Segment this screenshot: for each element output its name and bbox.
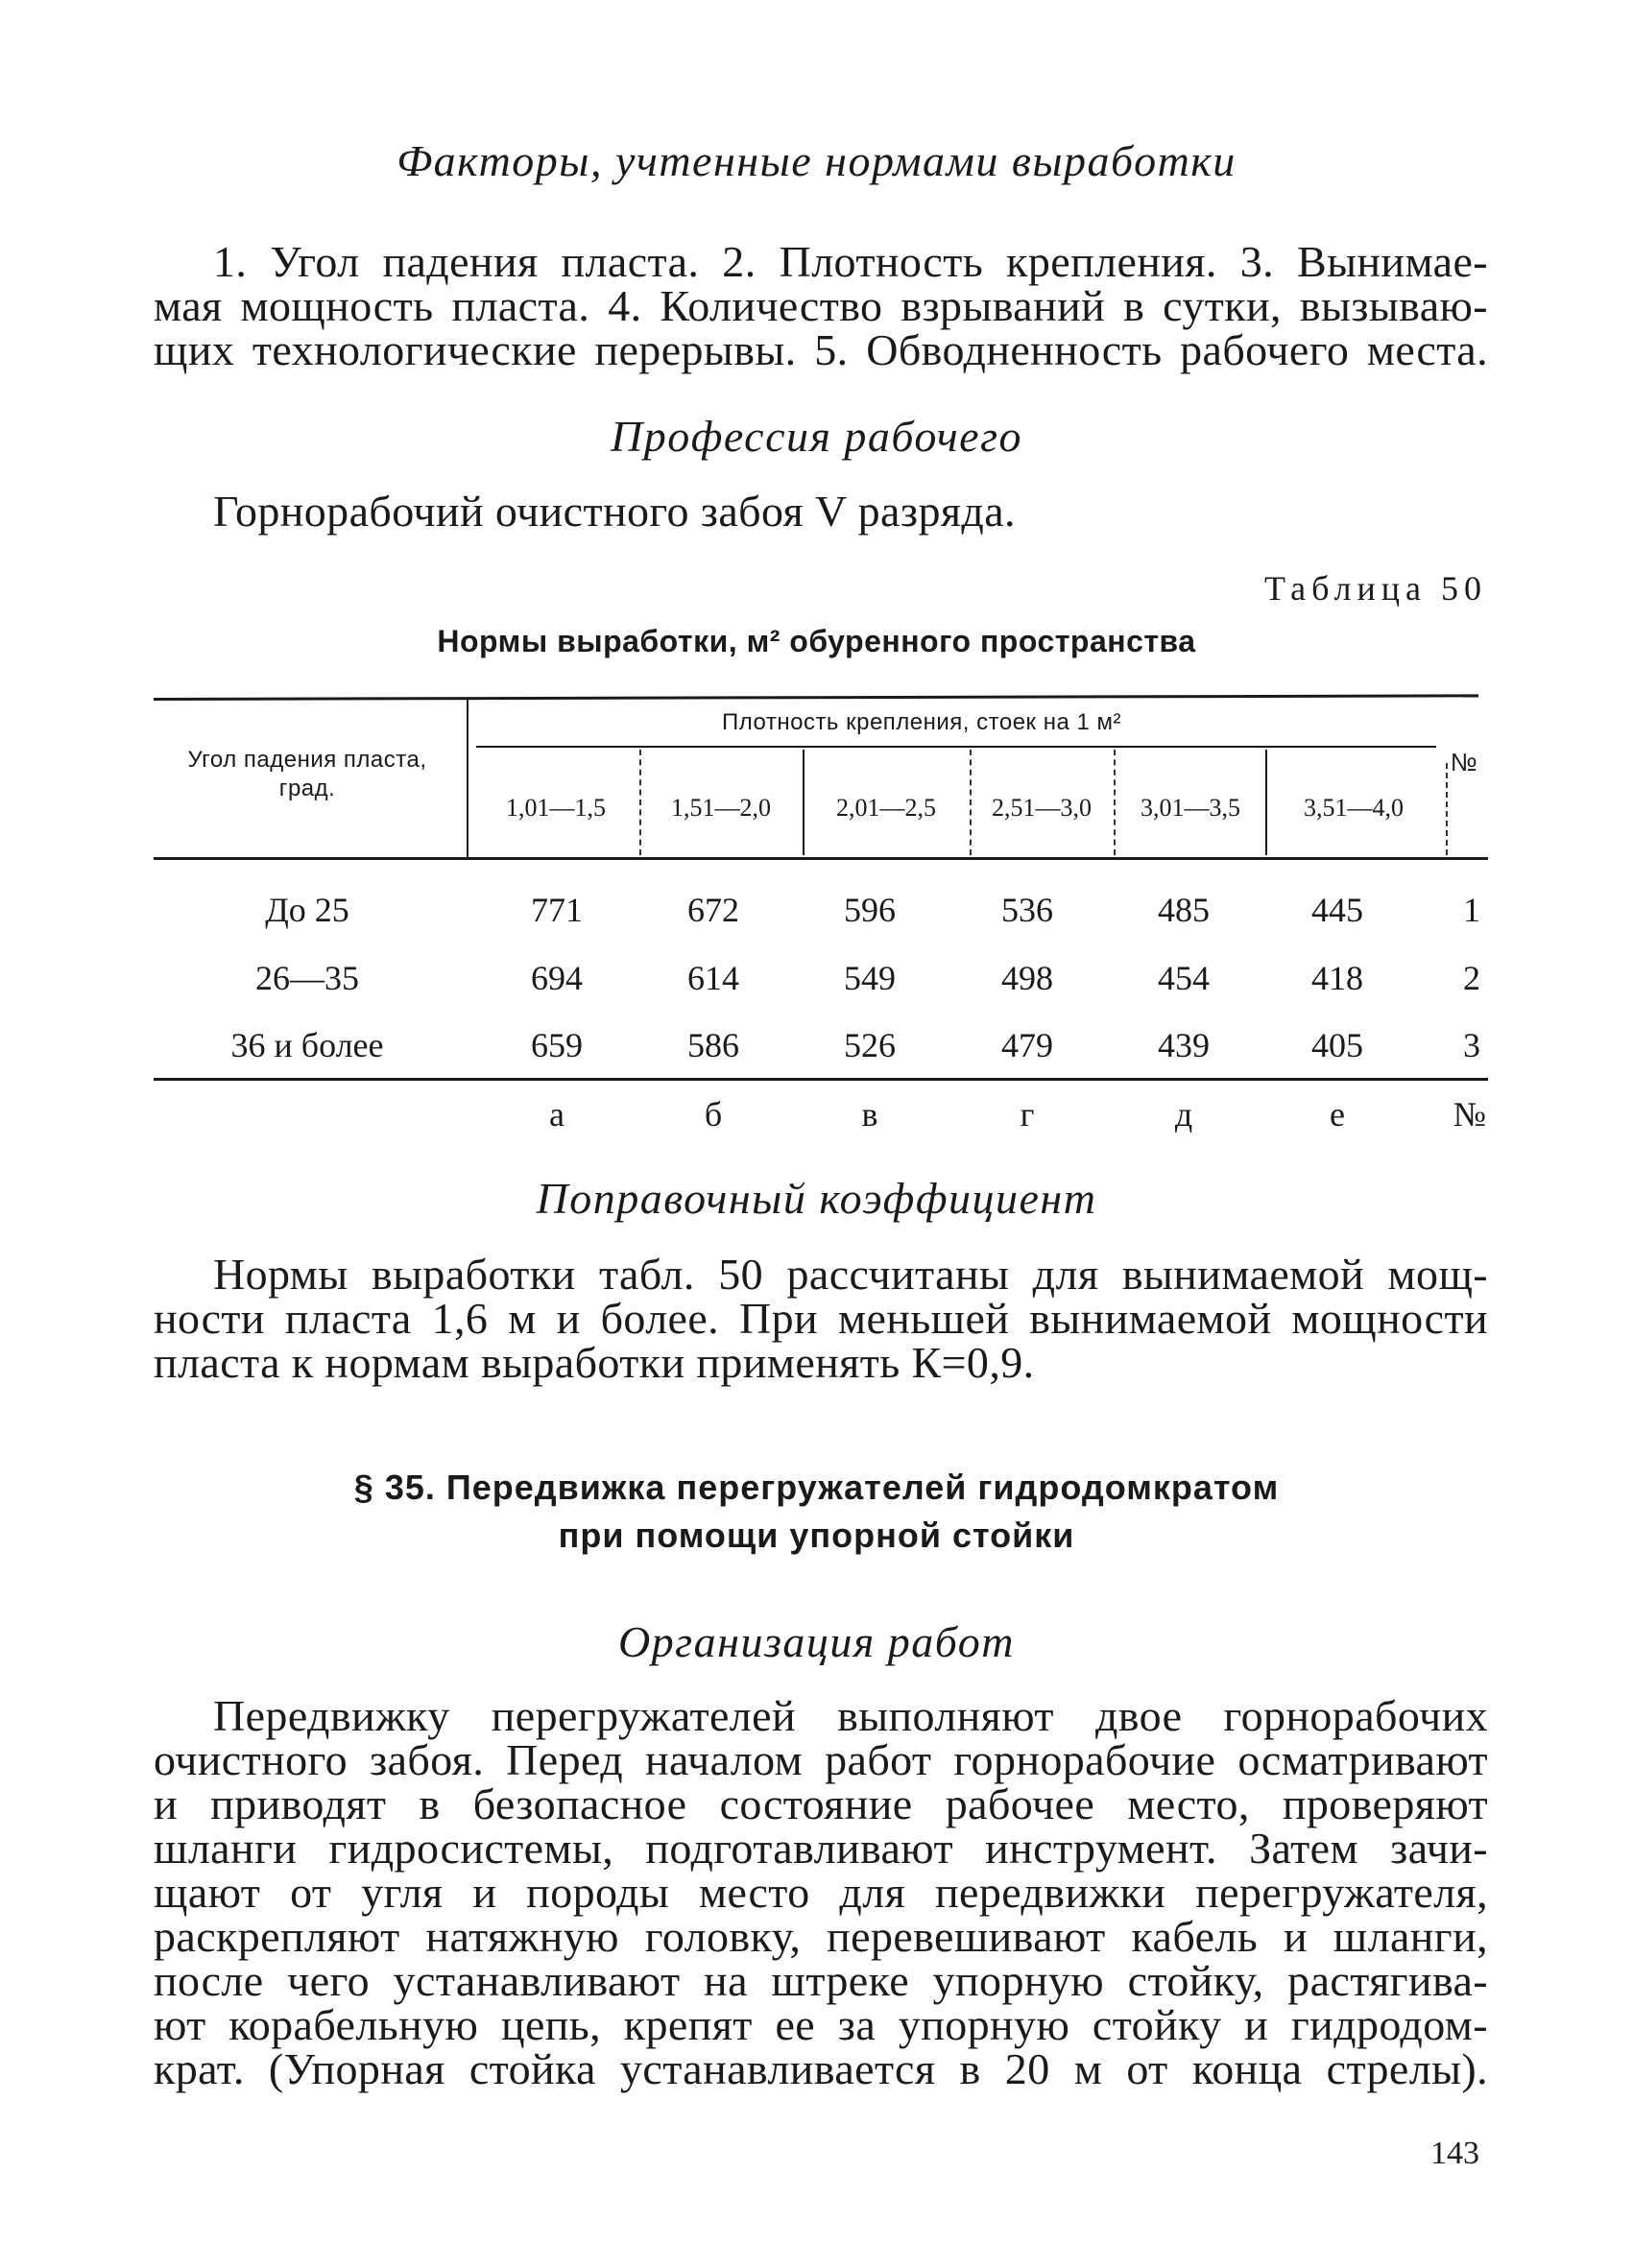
row-1-label: До 25	[265, 891, 349, 929]
group-header: Плотность крепления, стоек на 1 м²	[722, 709, 1121, 735]
row-1-col-a: 771	[531, 891, 583, 929]
row-3-col-d: 479	[1001, 1026, 1053, 1064]
number-header: №	[1450, 748, 1478, 776]
section-title-line-1: § 35. Передвижка перегружателей гидродомкратом	[353, 1468, 1280, 1507]
column-header-6: 3,51—4,0	[1304, 794, 1404, 822]
column-separator-2	[803, 750, 804, 855]
column-header-4: 2,51—3,0	[992, 794, 1092, 822]
table-top-rule	[154, 694, 1478, 701]
row-3-number: 3	[1463, 1026, 1480, 1064]
row-1-col-f: 445	[1311, 891, 1363, 929]
organization-line-1: Передвижку перегружателей выполняют двое горнорабочих	[213, 1691, 1488, 1740]
row-2-col-d: 498	[1001, 959, 1053, 997]
row-2-col-f: 418	[1311, 959, 1363, 997]
table-header-rule	[154, 857, 1488, 860]
organization-line-7: после чего устанавливают на штреке упорную стойку, растягива-	[154, 1956, 1488, 2005]
section-title-line-2: при помощи упорной стойки	[558, 1516, 1075, 1555]
organization-line-2: очистного забоя. Перед началом работ горнорабочие осматривают	[154, 1735, 1488, 1784]
row-header-separator	[467, 700, 468, 857]
row-1-col-d: 536	[1001, 891, 1053, 929]
row-1-col-b: 672	[687, 891, 739, 929]
row-3-col-e: 439	[1158, 1026, 1210, 1064]
row-3-col-c: 526	[844, 1026, 896, 1064]
row-2-number: 2	[1463, 959, 1480, 997]
row-header: Угол падения пласта, град.	[187, 747, 427, 801]
row-2-col-e: 454	[1158, 959, 1210, 997]
page-number: 143	[1430, 2136, 1479, 2171]
column-letter-a: а	[549, 1095, 564, 1134]
table-title: Нормы выработки, м² обуренного пространства	[437, 624, 1196, 658]
correction-line-3: пласта к нормам выработки применять К=0,9.	[154, 1338, 1035, 1387]
organization-line-9: крат. (Упорная стойка устанавливается в 20 м от конца стрелы).	[154, 2044, 1488, 2093]
factors-line-2: мая мощность пласта. 4. Количество взрываний в сутки, вызываю-	[154, 281, 1488, 330]
column-letter-e: д	[1174, 1095, 1193, 1134]
row-3-col-f: 405	[1311, 1026, 1363, 1064]
correction-line-1: Нормы выработки табл. 50 рассчитаны для вынимаемой мощ-	[213, 1250, 1488, 1299]
group-header-rule	[476, 746, 1436, 748]
correction-line-2: ности пласта 1,6 м и более. При меньшей вынимаемой мощности	[154, 1294, 1488, 1343]
row-3-col-a: 659	[531, 1026, 583, 1064]
organization-line-5: щают от угля и породы место для передвижки перегружателя,	[154, 1868, 1488, 1917]
row-2-col-b: 614	[687, 959, 739, 997]
organization-heading: Организация работ	[617, 1617, 1016, 1666]
row-2-label: 26—35	[255, 959, 359, 997]
factors-line-1: 1. Угол падения пласта. 2. Плотность крепления. 3. Вынимае-	[213, 237, 1488, 286]
table-bottom-rule	[154, 1078, 1488, 1081]
correction-heading: Поправочный коэффициент	[536, 1174, 1097, 1223]
column-letter-f: е	[1330, 1095, 1345, 1134]
row-1-col-e: 485	[1158, 891, 1210, 929]
organization-paragraph	[154, 1691, 1488, 2093]
organization-line-3: и приводят в безопасное состояние рабочее место, проверяют	[154, 1779, 1488, 1828]
factors-paragraph	[154, 237, 1488, 374]
organization-line-6: раскрепляют натяжную головку, перевешивают кабель и шланги,	[154, 1912, 1488, 1961]
column-header-3: 2,01—2,5	[836, 794, 936, 822]
norms-table	[154, 686, 1488, 1134]
column-letter-b: б	[704, 1095, 723, 1134]
organization-line-8: ют корабельную цепь, крепят ее за упорную стойку и гидродом-	[154, 2000, 1488, 2049]
organization-line-4: шланги гидросистемы, подготавливают инструмент. Затем зачи-	[154, 1824, 1488, 1873]
row-1-col-c: 596	[844, 891, 896, 929]
profession-paragraph	[154, 489, 1488, 534]
column-letters-number-label: №	[1453, 1095, 1486, 1134]
correction-paragraph	[154, 1250, 1488, 1387]
column-header-5: 3,01—3,5	[1141, 794, 1240, 822]
row-1-number: 1	[1463, 891, 1480, 929]
profession-text: Горнорабочий очистного забоя V разряда.	[213, 487, 1016, 536]
row-3-label: 36 и более	[230, 1026, 384, 1064]
column-header-2: 1,51—2,0	[671, 794, 771, 822]
factors-line-3: щих технологические перерывы. 5. Обводненность рабочего места.	[154, 325, 1488, 374]
row-3-col-b: 586	[687, 1026, 739, 1064]
column-separator-5	[1265, 750, 1267, 855]
profession-heading: Профессия рабочего	[610, 412, 1023, 461]
table-label: Таблица 50	[1264, 569, 1487, 608]
column-letter-d: г	[1020, 1095, 1035, 1134]
factors-heading: Факторы, учтенные нормами выработки	[396, 136, 1237, 185]
row-2-col-a: 694	[531, 959, 583, 997]
column-letter-c: в	[861, 1095, 878, 1134]
column-header-1: 1,01—1,5	[506, 794, 606, 822]
row-2-col-c: 549	[844, 959, 896, 997]
